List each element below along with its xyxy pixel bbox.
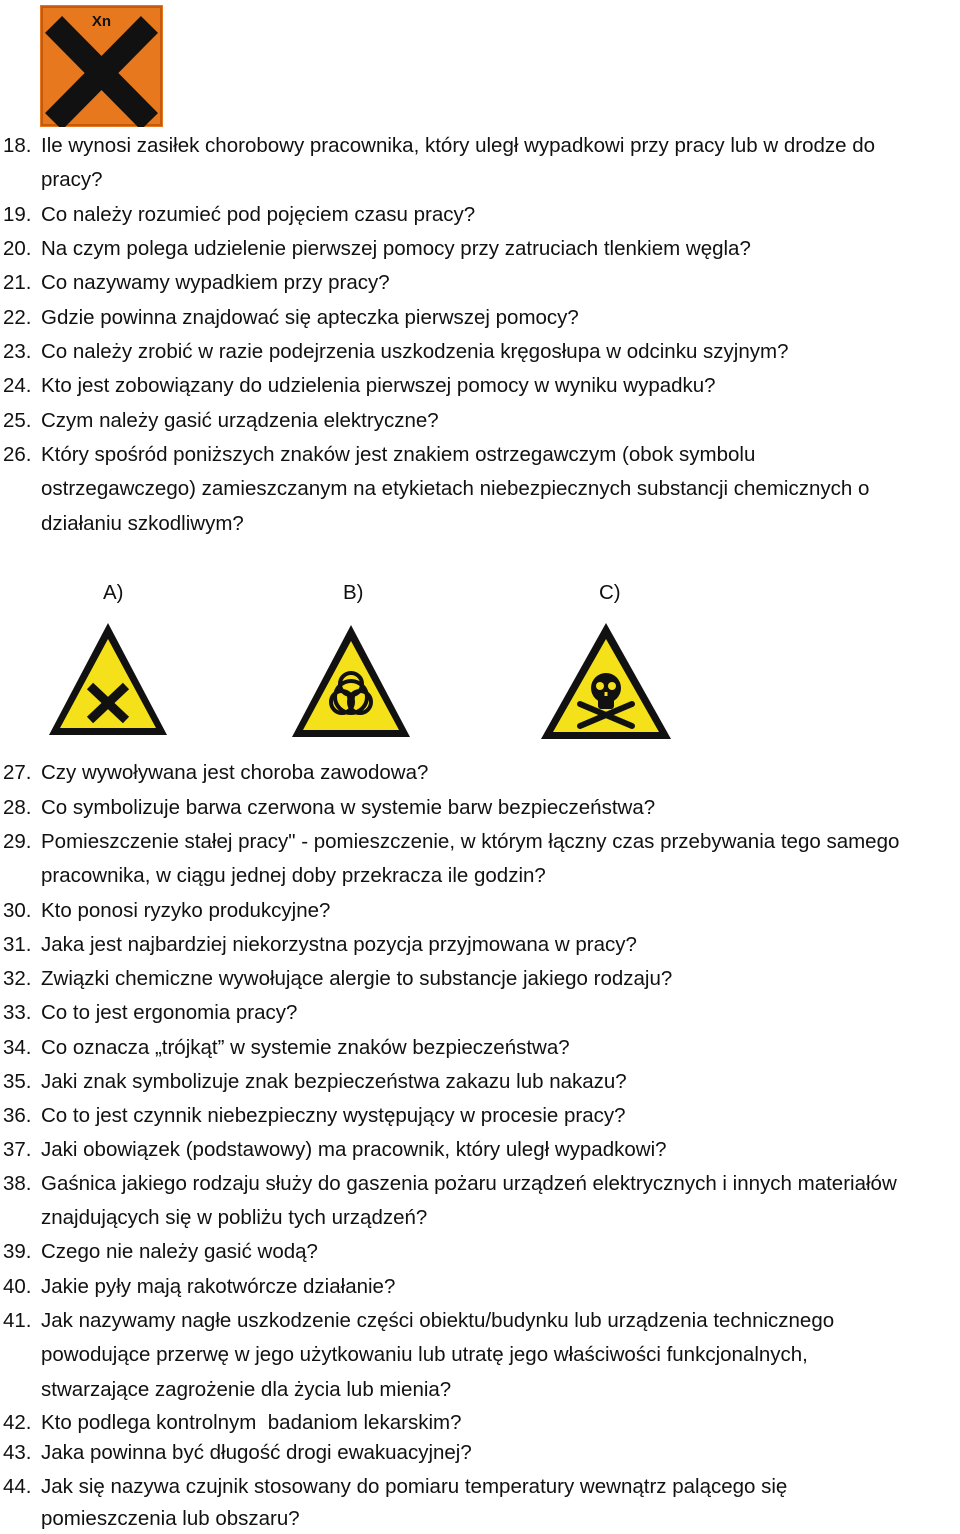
question-text	[41, 1031, 570, 1065]
question-text	[41, 962, 672, 996]
question-text	[41, 266, 390, 300]
question-line: Jak nazywamy nagłe uszkodzenie części obiektu/budynku lub urządzenia technicznego	[41, 1309, 835, 1332]
question-number: 22.	[3, 306, 32, 329]
question-text	[41, 1065, 627, 1099]
question-number: 25.	[3, 409, 32, 432]
question-number: 34.	[3, 1036, 32, 1059]
question-line: Kto ponosi ryzyko produkcyjne?	[41, 899, 331, 922]
question-text	[41, 928, 637, 962]
question-text	[41, 1304, 834, 1407]
sign-a-fill	[60, 639, 156, 728]
question-line: Co to jest czynnik niebezpieczny występujący w procesie pracy?	[41, 1104, 626, 1127]
question-text	[41, 1470, 787, 1534]
question-line: Co należy rozumieć pod pojęciem czasu pracy?	[41, 203, 476, 226]
option-a-label: A)	[103, 581, 124, 604]
question-text	[41, 232, 751, 266]
question-line: Kto podlega kontrolnym badaniom lekarskim?	[41, 1411, 462, 1434]
question-line: Co oznacza „trójkąt” w systemie znaków bezpieczeństwa?	[41, 1036, 570, 1059]
question-line: powodujące przerwę w jego użytkowaniu lub utratę jego właściwości funkcjonalnych,	[41, 1343, 808, 1367]
question-text	[41, 825, 899, 894]
xn-code: Xn	[91, 13, 112, 30]
skull-crossbones-icon	[538, 620, 674, 742]
question-line: ostrzegawczego) zamieszczanym na etykietach niebezpiecznych substancji chemicznych o	[41, 477, 870, 501]
biohazard-icon	[289, 622, 413, 740]
question-number: 42.	[3, 1411, 32, 1434]
question-line: Związki chemiczne wywołujące alergie to substancje jakiego rodzaju?	[41, 967, 673, 990]
question-number: 36.	[3, 1104, 32, 1127]
question-text	[41, 369, 716, 403]
question-line: stwarzające zagrożenie dla życia lub mienia?	[41, 1377, 452, 1401]
harmful-xn-icon	[40, 5, 163, 127]
question-text	[41, 438, 869, 541]
option-b-label: B)	[343, 581, 364, 604]
question-line: Gaśnica jakiego rodzaju służy do gaszenia pożaru urządzeń elektrycznych i innych materiałów	[41, 1172, 897, 1195]
question-line: pracownika, w ciągu jednej doby przekracza ile godzin?	[41, 864, 546, 888]
question-line: Jaki obowiązek (podstawowy) ma pracownik, który uległ wypadkowi?	[41, 1138, 667, 1161]
question-number: 18.	[3, 134, 32, 157]
question-number: 29.	[3, 830, 32, 853]
question-text	[41, 791, 655, 825]
question-text	[41, 301, 579, 335]
question-line: Co należy zrobić w razie podejrzenia uszkodzenia kręgosłupa w odcinku szyjnym?	[41, 340, 789, 363]
question-number: 19.	[3, 203, 32, 226]
question-text	[41, 756, 428, 790]
question-number: 30.	[3, 899, 32, 922]
question-text	[41, 404, 439, 438]
question-line: Jak się nazywa czujnik stosowany do pomiaru temperatury wewnątrz palącego się	[41, 1475, 788, 1498]
question-text	[41, 996, 297, 1030]
question-number: 41.	[3, 1309, 32, 1332]
question-number: 31.	[3, 933, 32, 956]
question-number: 32.	[3, 967, 32, 990]
question-line: Czego nie należy gasić wodą?	[41, 1240, 318, 1263]
question-number: 20.	[3, 237, 32, 260]
question-line: Czy wywoływana jest choroba zawodowa?	[41, 761, 429, 784]
question-line: Na czym polega udzielenie pierwszej pomocy przy zatruciach tlenkiem węgla?	[41, 237, 751, 260]
question-number: 35.	[3, 1070, 32, 1093]
question-line: Ile wynosi zasiłek chorobowy pracownika, który uległ wypadkowi przy pracy lub w drodze do	[41, 134, 876, 157]
question-number: 39.	[3, 1240, 32, 1263]
question-number: 27.	[3, 761, 32, 784]
question-line: Jakie pyły mają rakotwórcze działanie?	[41, 1275, 396, 1298]
question-line: Który spośród poniższych znaków jest znakiem ostrzegawczym (obok symbolu	[41, 443, 756, 466]
question-number: 33.	[3, 1001, 32, 1024]
question-line: znajdujących się w pobliżu tych urządzeń?	[41, 1206, 428, 1230]
question-number: 43.	[3, 1441, 32, 1464]
question-number: 40.	[3, 1275, 32, 1298]
question-line: działaniu szkodliwym?	[41, 511, 244, 535]
question-number: 21.	[3, 271, 32, 294]
question-line: Co to jest ergonomia pracy?	[41, 1001, 298, 1024]
question-number: 24.	[3, 374, 32, 397]
question-number: 23.	[3, 340, 32, 363]
question-line: pomieszczenia lub obszaru?	[41, 1507, 300, 1531]
question-line: pracy?	[41, 168, 103, 192]
question-text	[41, 894, 330, 928]
question-number: 26.	[3, 443, 32, 466]
question-line: Czym należy gasić urządzenia elektryczne?	[41, 409, 439, 432]
question-number: 38.	[3, 1172, 32, 1195]
question-line: Co symbolizuje barwa czerwona w systemie barw bezpieczeństwa?	[41, 796, 656, 819]
option-c-label: C)	[599, 581, 621, 604]
question-number: 44.	[3, 1475, 32, 1498]
question-text	[41, 1436, 472, 1470]
question-text	[41, 335, 788, 369]
question-line: Gdzie powinna znajdować się apteczka pierwszej pomocy?	[41, 306, 579, 329]
question-number: 37.	[3, 1138, 32, 1161]
question-text	[41, 1133, 667, 1167]
question-line: Jaka powinna być długość drogi ewakuacyjnej?	[41, 1441, 472, 1464]
question-text	[41, 1270, 395, 1304]
question-line: Kto jest zobowiązany do udzielenia pierwszej pomocy w wyniku wypadku?	[41, 374, 716, 397]
question-text	[41, 1099, 626, 1133]
question-line: Pomieszczenie stałej pracy" - pomieszczenie, w którym łączny czas przebywania tego samego	[41, 830, 900, 853]
question-line: Jaka jest najbardziej niekorzystna pozycja przyjmowana w pracy?	[41, 933, 637, 956]
question-line: Co nazywamy wypadkiem przy pracy?	[41, 271, 390, 294]
question-text	[41, 1167, 897, 1236]
question-text	[41, 198, 475, 232]
question-line: Jaki znak symbolizuje znak bezpieczeństwa zakazu lub nakazu?	[41, 1070, 627, 1093]
question-number: 28.	[3, 796, 32, 819]
harmful-cross-icon	[46, 620, 170, 738]
question-text	[41, 1235, 318, 1269]
question-text	[41, 129, 875, 198]
sign-b-fill	[303, 641, 399, 730]
